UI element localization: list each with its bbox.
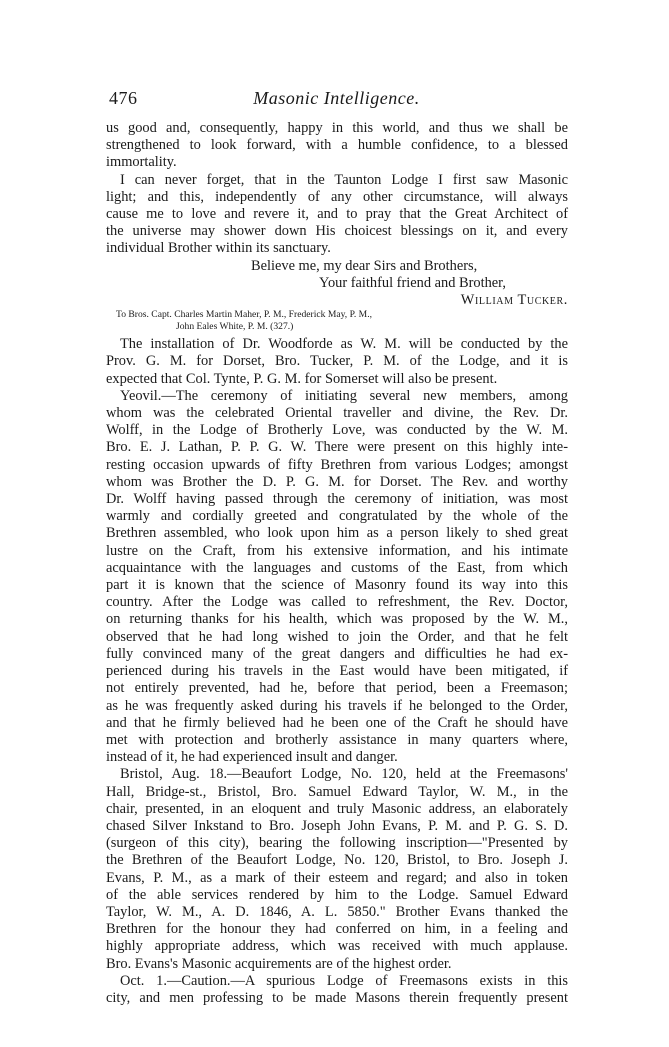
text-line: chair, presented, in an eloquent and truly Masonic address, an elaborately [106, 800, 568, 817]
text-line: individual Brother within its sanctuary. [106, 240, 331, 257]
page-header [109, 88, 564, 114]
text-line: Yeovil.—The ceremony of initiating several new members, among [120, 387, 568, 404]
text-line: Evans, P. M., as a mark of their esteem and regard; and also in token [106, 869, 568, 886]
text-line: I can never forget, that in the Taunton Lodge I first saw Masonic [120, 171, 568, 188]
text-line: Bro. Evans's Masonic acquirements are of the highest order. [106, 955, 452, 972]
text-line: immortality. [106, 154, 177, 171]
text-line: on returning thanks for his health, which was proposed by the W. M., [106, 611, 568, 628]
running-title: Masonic Intelligence. [253, 88, 420, 108]
text-line: Bristol, Aug. 18.—Beaufort Lodge, No. 120, held at the Freemasons' [120, 766, 568, 783]
text-line: observed that he had long wished to join the Order, and that he felt [106, 628, 568, 645]
text-line: warmly and cordially greeted and congratulated by the whole of the [106, 508, 568, 525]
text-line: whom was Brother the D. P. G. M. for Dorset. The Rev. and worthy [106, 473, 568, 490]
text-line: the universe may shower down His choicest blessings on it, and every [106, 223, 568, 240]
text-line: Bro. E. J. Lathan, P. P. G. W. There were present on this highly inte- [106, 439, 568, 456]
text-line: Prov. G. M. for Dorset, Bro. Tucker, P. M. of the Lodge, and it is [106, 353, 568, 370]
text-line: (surgeon of this city), bearing the following inscription—"Presented by [106, 835, 568, 852]
text-line: Taylor, W. M., A. D. 1846, A. L. 5850." Brother Evans thanked the [106, 903, 568, 920]
text-line: city, and men professing to be made Masons therein frequently present [106, 989, 568, 1006]
text-line: fully convinced many of the great dangers and difficulties he had ex- [106, 645, 568, 662]
text-line: not entirely prevented, had he, before that period, been a Freemason; [106, 680, 568, 697]
text-line: part it is known that the science of Masonry found its way into this [106, 577, 568, 594]
text-line: perienced during his travels in the East would have been mitigated, if [106, 663, 568, 680]
text-line: Oct. 1.—Caution.—A spurious Lodge of Freemasons exists in this [120, 972, 568, 989]
text-line: The installation of Dr. Woodforde as W. M. will be conducted by the [120, 336, 568, 353]
text-line: highly appropriate address, which was received with much applause. [106, 938, 568, 955]
text-line: lustre on the Craft, from his extensive information, and his intimate [106, 542, 568, 559]
text-line: the Brethren of the Beaufort Lodge, No. 120, Bristol, to Bro. Joseph J. [106, 852, 568, 869]
text-line: Dr. Wolff having passed through the ceremony of initiation, was most [106, 491, 568, 508]
letter-closing: Believe me, my dear Sirs and Brothers, [251, 257, 478, 274]
text-line: resting occasion upwards of fifty Brethren from various Lodges; amongst [106, 456, 568, 473]
text-line: of the able services rendered by him to the Lodge. Samuel Edward [106, 886, 568, 903]
text-line: country. After the Lodge was called to refreshment, the Rev. Doctor, [106, 594, 568, 611]
addressee-line: To Bros. Capt. Charles Martin Maher, P. M., Frederick May, P. M., [116, 309, 372, 321]
text-line: Brethren assembled, who look upon him as a person likely to shed great [106, 525, 568, 542]
text-line: cause me to love and revere it, and to pray that the Great Architect of [106, 206, 568, 223]
text-line: instead of it, he had experienced insult and danger. [106, 749, 398, 766]
text-line: met with protection and brotherly assistance in many quarters where, [106, 731, 568, 748]
text-line: us good and, consequently, happy in this world, and thus we shall be [106, 120, 568, 136]
text-line: chased Silver Inkstand to Bro. Joseph John Evans, P. M. and P. G. S. D. [106, 817, 568, 834]
text-line: Wolff, in the Lodge of Brotherly Love, was conducted by the W. M. [106, 422, 568, 439]
text-line: strengthened to look forward, with a humble confidence, to a blessed [106, 137, 568, 154]
page-body [106, 120, 568, 1007]
text-line: Brethren for the honour they had conferred on him, in a feeling and [106, 921, 568, 938]
text-line: whom was the celebrated Oriental traveller and divine, the Rev. Dr. [106, 405, 568, 422]
text-line: acquaintance with the languages and customs of the East, from which [106, 559, 568, 576]
text-line: expected that Col. Tynte, P. G. M. for Somerset will also be present. [106, 370, 498, 387]
text-line: as he was frequently asked during his travels if he belonged to the Order, [106, 697, 568, 714]
text-line: and that he firmly believed had he been one of the Craft he should have [106, 714, 568, 731]
page-number: 476 [109, 88, 138, 108]
text-line: Hall, Bridge-st., Bristol, Bro. Samuel Edward Taylor, W. M., in the [106, 783, 568, 800]
text-line: light; and this, independently of any other circumstance, will always [106, 188, 568, 205]
letter-closing: Your faithful friend and Brother, [319, 274, 506, 291]
signature: William Tucker. [460, 292, 568, 309]
addressee-line: John Eales White, P. M. (327.) [176, 321, 294, 333]
